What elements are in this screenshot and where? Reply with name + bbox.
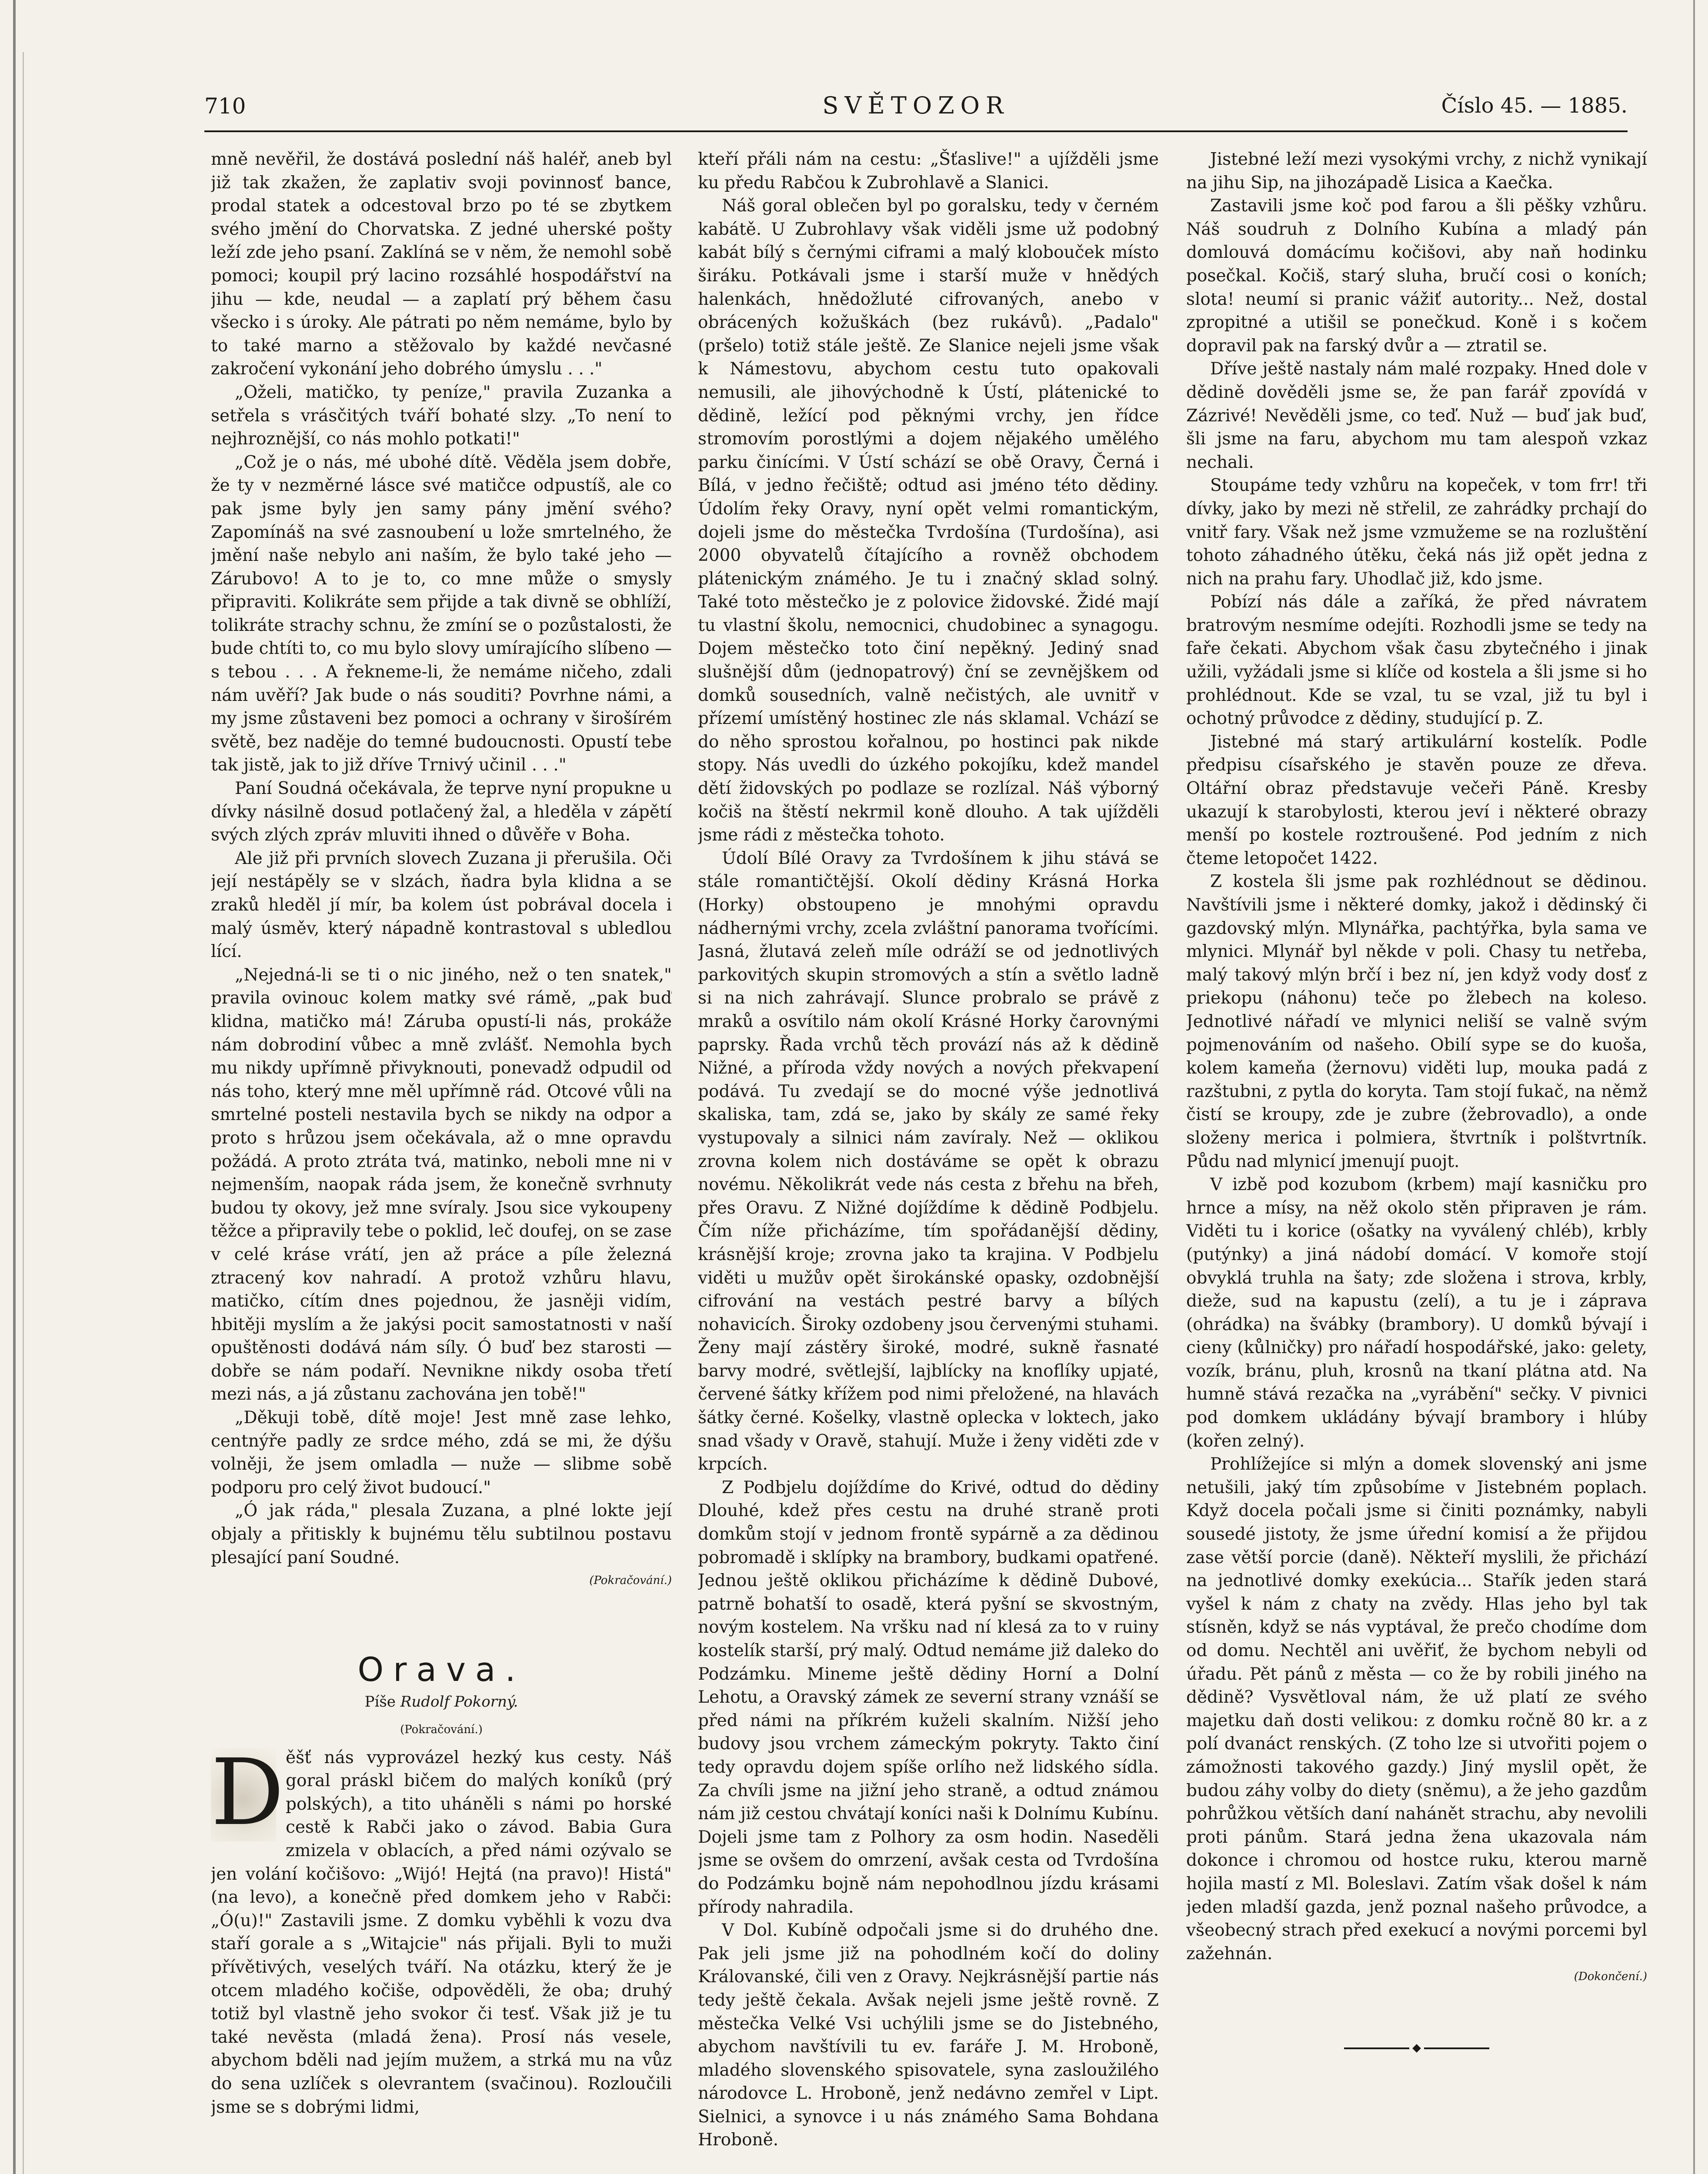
paragraph: Stoupáme tedy vzhůru na kopeček, v tom frr! tři dívky, jako by mezi ně střelil, ze zahrádky prchají do vnitř fary. Však než jsme vzmužeme se na rozluštění tohoto záhadného útěku, čeká nás již opět jedna z nich na prahu fary. Uhodlač již, kdo jsme. <box>1186 476 1647 589</box>
paragraph: mně nevěřil, že dostává poslední náš haléř, aneb byl již tak zkažen, že zaplativ svoji povinnosť bance, prodal statek a odcestoval brzo po té se zbytkem svého jmění do Chorvatska. Z jedné uherské pošty leží zde jeho psaní. Zaklíná se v něm, že nemohl sobě pomoci; koupil prý lacino rozsáhlé hospodářství na jihu — kde, neudal — a zaplatí prý během času všecko i s úroky. Ale pátrati po něm nemáme, bylo by to také marno a stěžovalo by každé nevčasné zakročení vykonání jeho dobrého úmyslu . . ." <box>211 150 672 379</box>
column-2 <box>698 148 1159 2157</box>
continued-note: (Dokončení.) <box>1574 1970 1647 1984</box>
article-byline <box>211 1691 672 1714</box>
paragraph: „Ó jak ráda," plesala Zuzana, a plné lokte její objaly a přitiskly k bujnému tělu subtilnou postavu plesající paní Soudné. <box>211 1501 672 1567</box>
paragraph: V izbě pod kozubom (krbem) mají kasničku pro hrnce a mísy, na něž okolo stěn připraven je rám. Viděti tu i korice (ošatky na vyválený chléb), krbly (putýnky) a jiná nádobí domácí. V komoře stojí obvyklá truhla na šaty; zde složena i strova, krbly, dieže, sud na kapustu (zelí), a tu je i zápravа (ohrádka) na švábky (brambory). U domků bývají i cieny (kůlničky) pro nářadí hospodářské, jako: gelety, vozík, bránu, pluh, krosnů na tkaní plátna atd. Na humně stává rezačka na „vyrábění" sečky. V pivnici pod domkem ukládány bývají brambory i hlúby (kořen zelný). <box>1186 1175 1647 1451</box>
paragraph: Prohlížejíce si mlýn a domek slovenský ani jsme netušili, jaký tím způsobíme v Jistebném poplach. Když docela počali jsme si činiti poznámky, nabyli sousedé jistoty, že jsme úřední komisí a že přijdou zase větší porcie (daně). Někteří myslili, že přichází na jednotlivé domky exekúcia... Stařík jeden stará vyšel k nám z chaty na zvědy. Hlas jeho byl tak stísněn, když se nás vyptával, že prečo chodíme dom od domu. Nechtěl ani uvěřiť, že bychom nebyli od úřadu. Pět pánů z města — co že by robili jiného na dědině? Vysvětloval nám, že už platí ze svého majetku daň dosti velikou: z domku ročně 80 kr. a z polí dvanáct renských. (Z toho lze si utvořiti pojem o zámožnosti takového gazdy.) Jiný myslil opět, že budou záhy volby do diety (sněmu), a že jeho gazdům pohrůžkou větších daní nahánět strachu, aby nevolili proti pánům. Stará jedna žena ukazovala nám dokonce i chromou od hostce ruku, kterou marně hojila mastí z Ml. Boleslavi. Zatím však došel k nám jeden mladší gazda, jenž poznal našeho průvodce, a všeobecný strach před exekucí a novými porcemi byl zažehnán. <box>1186 1454 1647 1964</box>
page-number: 710 <box>204 93 246 119</box>
section-end-ornament <box>1186 2045 1647 2051</box>
drop-cap: D <box>211 1739 284 1846</box>
scan-edge-right <box>1693 0 1695 2174</box>
paragraph-text: ěšť nás vyprovázel hezký kus cesty. Náš goral práskl bičem do malých koníků (prý polských), a tito uháněli s námi po horské cestě k Rabči jako o závod. Babia Gura zmizela v oblacích, a před námi ozývalo se jen volání kočišovo: „Wijó! Hejtá (na pravo)! Histá" (na levo), a konečně před domkem jeho v Rabči: „Ó(u)!" Zastavili jsme. Z domku vyběhli k vozu dva staří gorale a s „Witajcie" nás přijali. Byli to muži přívětivých, veselých tváří. Na otázku, který že je otcem mladého kočiše, odpověděli, že oba; druhý totiž byl vlastně jeho svokor či tesť. Však již je tu také nevěsta (mladá žena). Prosí nás vesele, abychom bděli nad jejím mužem, a strká mu na vůz do sena uzlíček s olevrantem (svačinou). Rozloučili jsme se s dobrými lidmi, <box>211 1747 672 2117</box>
scan-shadow-left <box>23 52 24 2174</box>
article-first-paragraph <box>211 1739 672 2119</box>
paragraph: Z Podbjelu dojíždíme do Krivé, odtud do dědiny Dlouhé, kdež přes cestu na druhé straně proti domkům stojí v jednom frontě sypárně a za dědinou pobromadě i sklípky na brambory, budkami opatřené. Jednou ještě oklikou přicházíme k dědině Dubové, patrně bohatší to osadě, která pyšní se skvostným, novým kostelem. Na vršku nad ní klesá za to v ruiny kostelík starší, prý malý. Odtud nemáme již daleko do Podzámku. Mineme ještě dědiny Horní a Dolní Lehotu, a Oravský zámek ze severní strany vznáší se před námi na příkrém kuželi skalním. Nižší jeho budovy jsou vrchem zámeckým pokryty. Takto činí tedy opravdu dojem spíše orlího než lidského sídla. Za chvíli jsme na jižní jeho straně, a odtud známou nám již cestou chvátají koníci naši k Dolnímu Kubínu. Dojeli jsme tam z Polhory za osm hodin. Naseděli jsme se ovšem do omrzení, avšak cesta od Tvrdošína do Podzámku bojně nám nepohodlnou jízdu krásami přírody nahradila. <box>698 1477 1159 1917</box>
paragraph: Ale již při prvních slovech Zuzana ji přerušila. Oči její nestápěly se v slzách, ňadra byla klidna a se zraků hleděl jí mír, ba kolem úst pobrával docela i malý úsměv, který nápadně kontrastoval s ubledlou lící. <box>211 848 672 962</box>
paragraph: Paní Soudná očekávala, že teprve nyní propukne u dívky násilně dosud potlačený žal, a hleděla v zápětí svých zlých zpráv mluviti ihned o důvěře v Boha. <box>211 779 672 845</box>
paragraph: „Oželi, matičko, ty peníze," pravila Zuzanka a setřela s vrásčitých tváří bohaté slzy. „To není to nejhroznější, co nás mohlo potkati!" <box>211 382 672 449</box>
column-1 <box>211 148 672 2157</box>
paragraph: Zastavili jsme koč pod farou a šli pěšky vzhůru. Náš soudruh z Dolního Kubína a mladý pán domlouvá domácímu kočišovi, aby naň hodinku posečkal. Kočiš, starý sluha, bručí cosi o koních; slota! neumí si pranic vážiť autority... Než, dostal zpropitné a utišil se ponečkud. Koně i s kočem dopravil pak na farský dvůr a — ztratil se. <box>1186 196 1647 356</box>
paragraph: „Nejedná-li se ti o nic jiného, než o ten snatek," pravila ovinouc kolem matky své rámě, „pak buď klidna, matičko má! Záruba opustí-li nás, prokáže nám dobrodiní vůbec a mně zvlášť. Nemohla bych mu nikdy upřímně přivyknouti, ponevadž odpudil od nás toho, který mne měl upřímně rád. Otcové vůli na smrtelné posteli nestavila bych se nikdy na odpor a proto s hrůzou jsem očekávala, až o mne opravdu požádá. A proto ztráta tvá, matinko, neboli mne ni v nejmenším, naopak ráda jsem, že konečně svrhnuty budou ty okovy, jež mne svíraly. Jsou sice vykoupeny těžce a připravily tebe o poklid, leč doufej, on se zase v celé kráse vrátí, jen až práce a píle železná ztracený kov nahradí. A protož vzhůru hlavu, matičko, cítím dnes pojednou, že jasněji vidím, hbitěji myslím a že jakýsi pocit samostatnosti v naší opuštěnosti dodává nám síly. Ó buď bez starosti — dobře se nám podaří. Nevnikne nikdy osoba třetí mezi nás, a já zůstanu zachována jen tobě!" <box>211 965 672 1404</box>
scan-edge-left <box>13 0 16 2174</box>
continued-note: (Pokračování.) <box>589 1574 672 1587</box>
header-rule <box>204 130 1628 132</box>
paragraph: Údolí Bílé Oravy za Tvrdošínem k jihu stává se stále romantičtější. Okolí dědiny Krásná Horka (Horky) obstoupeno je mnohými opravdu nádhernými vrchy, zcela zvláštní panorama tvořícími. Jasná, žlutavá zeleň míle odráží se od jednotlivých parkovitých skupin stromových a stín a světlo ladně si na nich zahrávají. Slunce probralo se právě z mraků a osvítilo nám okolí Krásné Horky čarovnými paprsky. Řada vrchů těch provází nás až k dědině Nižné, a příroda vždy nových a nových překvapení podává. Tu zvedají se do mocné výše jednotlivá skaliska, tam, zdá se, jako by skály ze samé řeky vystupovaly a silnici nám zavíraly. Než — oklikou zrovna kolem nich dostáváme se opět k obrazu novému. Několikrát vede nás cesta z břehu na břeh, přes Oravu. Z Nižné dojíždíme k dědině Podbjelu. Čím níže přicházíme, tím spořádanější dědiny, krásnější kroje; zrovna jako ta krajina. V Podbjelu viděti u mužův opět širokánské opasky, ozdobnější cifrování na vestách pestré barvy a bílých nohavicích. Široky ozdobeny jsou červenými stuhami. Ženy mají zástěry široké, modré, sukně řasnaté barvy modré, světlejší, lajblícky na knoflíky upjaté, červené šátky křížem pod nimi přeložené, na hlavách šátky černé. Košelky, vlastně oplecka v loktech, jako snad všady v Oravě, stahují. Muže i ženy viděti zde v krpcích. <box>698 848 1159 1474</box>
paragraph: „Děkuji tobě, dítě moje! Jest mně zase lehko, centnýře padly ze srdce mého, zdá se mi, že dýšu volněji, že jsem omladla — nuže — slibme sobě podporu pro celý život budoucí." <box>211 1408 672 1497</box>
paragraph: Jistebné leží mezi vysokými vrchy, z nichž vynikají na jihu Sip, na jihozápadě Lisica a Kaečka. <box>1186 150 1647 193</box>
paragraph: Náš goral oblečen byl po goralsku, tedy v černém kabátě. U Zubrohlavy však viděli jsme už podobný kabát bílý s černými ciframi a malý klobouček místo širáku. Potkávali jsme i starší muže v hnědých halenkách, hnědožluté cifrovaných, anebo v obrácených kožuškách (bez rukávů). „Padalo" (pršelo) totiž stále ještě. Ze Slanice nejeli jsme však k Námestovu, abychom cestu tuto opakovali nemusili, ale jihovýchodně k Ústí, plátenické to dědině, ležící pod pěknými vrchy, jen řídce stromovím porostlými a dojem nějakého umělého parku činícími. V Ústí schází se obě Oravy, Černá i Bílá, v jedno řečiště; odtud asi jméno této dědiny. Údolím řeky Oravy, nyní opět velmi romantickým, dojeli jsme do městečka Tvrdošína (Turdošína), asi 2000 obyvatelů čítajícího a rovněž obchodem plátenickým známého. Je tu i značný sklad solný. Také toto městečko je z polovice židovské. Židé mají tu vlastní školu, nemocnici, chudobinec a synagogu. Dojem městečko toto činí nepěkný. Jediný snad slušnější dům (jednopatrový) ční se zevnějškem od domků sousedních, valně nečistých, ale uvnitř v přízemí umístěný hostinec zle nás sklamal. Vchází se do něho sprostou kořalnou, po hostinci pak nikde stopy. Nás uvedli do úzkého pokojíku, kdež mandel dětí židovských po podlaze se rozlízal. Náš výborný kočiš na štěstí nekrmil koně dlouho. A tak ujížděli jsme rádi z městečka tohoto. <box>698 196 1159 845</box>
paragraph: Dříve ještě nastaly nám malé rozpaky. Hned dole v dědině dověděli jsme se, že pan farář zpovídá v Zázrivé! Nevěděli jsme, co teď. Nuž — buď jak buď, šli jsme na faru, abychom mu tam alespoň vzkaz nechali. <box>1186 359 1647 472</box>
column-3 <box>1186 148 1647 2157</box>
issue-label: Číslo 45. — 1885. <box>1441 93 1628 118</box>
paragraph: Pobízí nás dále a zaříká, že před návratem bratrovým nesmíme odejíti. Rozhodli jsme se tedy na faře čekati. Abychom však času zbytečného i jinak užili, vyžádali jsme si klíče od kostela a šli jsme si ho prohlédnout. Kde se vzal, tu se vzal, již tu byl i ochotný průvodce z dědiny, studující p. Z. <box>1186 592 1647 729</box>
paragraph: V Dol. Kubíně odpočali jsme si do druhého dne. Pak jeli jsme již na pohodlném kočí do doliny Královanské, čili ven z Oravy. Nejkrásnější partie nás tedy ještě čekala. Avšak nejeli jsme ještě rovně. Z městečka Velké Vsi uchýlili jsme se do Jistebného, abychom navštívili tu ev. faráře J. M. Hroboně, mladého slovenského spisovatele, syna zasloužilého národovce L. Hroboně, jenž nedávno zemřel v Lipt. Sielnici, a synovce i u nás známého Sama Bohdana Hroboně. <box>698 1921 1159 2150</box>
byline-prefix: Píše <box>364 1693 400 1711</box>
paragraph: Z kostela šli jsme pak rozhlédnout se dědinou. Navštívili jsme i některé domky, jakož i dědinský či gazdovský mlýn. Mlynářka, pachtýřka, byla sama ve mlynici. Mlynář byl někde v poli. Chasy tu netřeba, malý takový mlýn brčí i bez ní, jen když vody dosť z priekopu (náhonu) teče po žlebech na koleso. Jednotlivé nářadí ve mlynici neliší se valně svým pojmenováním od našeho. Obilí sype se do kuoša, kolem kameňa (žernovu) viděti lup, mouka padá z razštubni, z pytla do koryta. Tam stojí fukač, na němž čistí se kroupy, zde je zubre (žebrovadlo), a onde složeny merica i polmiera, štvrtník i polštvrtník. Půdu nad mlynicí jmenují puojt. <box>1186 872 1647 1171</box>
author-name: Rudolf Pokorný. <box>400 1693 518 1711</box>
paragraph: Jistebné má starý artikulární kostelík. Podle předpisu císařského je stavěn pouze ze dřeva. Oltářní obraz představuje večeři Páně. Kresby ukazují k starobylosti, kterou jeví i některé obrazy menší po kostele roztroušené. Pod jedním z nich čteme letopočet 1422. <box>1186 732 1647 868</box>
article-heading <box>211 1650 672 1742</box>
article-continued: (Pokračování.) <box>400 1723 483 1736</box>
page-header <box>204 89 1628 128</box>
paragraph: kteří přáli nám na cestu: „Šťaslive!" a ujížděli jsme ku předu Rabčou k Zubrohlavě a Slanici. <box>698 150 1159 193</box>
article-title: Orava. <box>357 1650 525 1689</box>
paragraph: „Což je o nás, mé ubohé dítě. Věděla jsem dobře, že ty v nezměrné lásce své matičce odpustíš, ale co pak jsme byly jen samy pány jmění svého? Zapomínáš na své zasnoubení u lože smrtelného, že jmění naše nebylo ani naším, že bylo také jeho — Zárubovo! A to je to, co mne může o smysly připraviti. Kolikráte sem přijde a tak divně se obhlíží, tolikráte strachy schnu, že zmíní se o pozůstalosti, že bude chtíti to, co mu bylo slovy umírajícího slíbeno — s tebou . . . A řekneme-li, že nemáme ničeho, zdali nám uvěří? Jak bude o nás souditi? Povrhne námi, a my jsme zůstaveni bez pomoci a ochrany v širošírém světě, bez naděje do temné budoucnosti. Opustí tebe tak jistě, jak to již dříve Trnivý učinil . . ." <box>211 452 672 775</box>
masthead: SVĚTOZOR <box>822 92 1010 119</box>
